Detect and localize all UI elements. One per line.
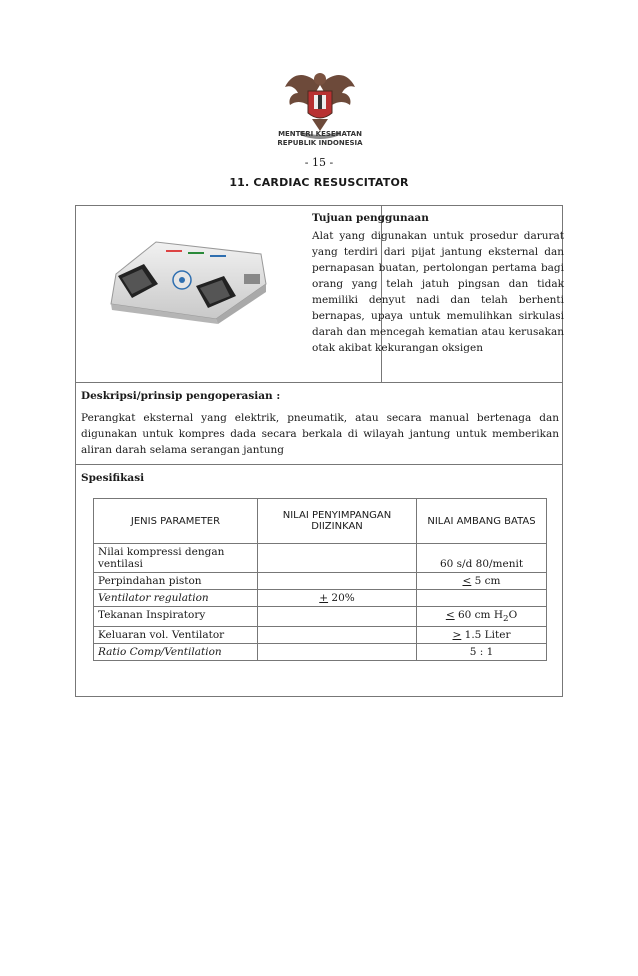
threshold-subscript: 2 — [503, 614, 509, 625]
threshold-tail: O — [508, 609, 518, 621]
table-row — [94, 607, 547, 627]
description-heading: Deskripsi/prinsip pengoperasian : — [81, 390, 281, 402]
table-row — [94, 573, 547, 590]
table-row — [94, 544, 547, 573]
cardiac-resuscitator-device-icon — [96, 224, 276, 324]
deviation-cell — [258, 644, 417, 661]
deviation-symbol: + — [319, 592, 329, 604]
table-row — [94, 590, 547, 607]
purpose-heading: Tujuan penggunaan — [312, 212, 429, 224]
deviation-value: 20% — [328, 592, 355, 604]
row-divider-1 — [76, 382, 562, 383]
column-header: NILAI AMBANG BATAS — [417, 499, 547, 544]
threshold-value: 5 cm — [471, 575, 501, 587]
threshold-value: 1.5 Liter — [461, 629, 511, 642]
ministry-line-1: MENTERI KESEHATAN — [278, 130, 362, 138]
threshold-value: 60 cm H — [454, 609, 503, 621]
threshold-symbol: < — [445, 609, 455, 621]
page-number: - 15 - — [304, 156, 334, 169]
table-row — [94, 627, 547, 644]
param-cell: Keluaran vol. Ventilator — [94, 627, 258, 644]
specification-heading: Spesifikasi — [81, 472, 145, 484]
deviation-cell — [258, 590, 417, 607]
param-cell: Tekanan Inspiratory — [94, 607, 258, 627]
param-cell: Nilai kompressi dengan ventilasi — [94, 544, 258, 573]
column-header: JENIS PARAMETER — [94, 499, 258, 544]
threshold-cell — [417, 607, 547, 627]
section-title: 11. CARDIAC RESUSCITATOR — [229, 176, 409, 189]
threshold-symbol: < — [462, 575, 472, 587]
ministry-label — [250, 130, 390, 148]
threshold-cell: 5 : 1 — [417, 644, 547, 661]
purpose-text: Alat yang digunakan untuk prosedur darurat yang terdiri dari pijat jantung eksternal dan pernapasan buatan, pertolongan pertama bagi orang yang telah jatuh pingsan dan tidak memiliki denyut nadi dan telah berhenti bernapas, upaya untuk memulihkan sirkulasi darah dan mencegah kematian atau kerusakan otak akibat kekurangan oksigen — [312, 230, 564, 354]
table-row — [94, 644, 547, 661]
threshold-cell — [417, 590, 547, 607]
threshold-cell — [417, 627, 547, 644]
threshold-symbol: > — [452, 629, 462, 642]
row-divider-2 — [76, 464, 562, 465]
column-header: NILAI PENYIMPANGAN DIIZINKAN — [258, 499, 417, 544]
specification-table — [93, 498, 547, 661]
deviation-cell — [258, 544, 417, 573]
threshold-cell — [417, 573, 547, 590]
param-cell: Ventilator regulation — [94, 590, 258, 607]
ministry-line-2: REPUBLIK INDONESIA — [277, 139, 363, 147]
deviation-cell — [258, 607, 417, 627]
description-text: Perangkat eksternal yang elektrik, pneumatik, atau secara manual bertenaga dan digunakan untuk kompres dada secara berkala di wilayah jantung untuk memberikan aliran darah selama serangan jantung — [81, 412, 559, 456]
info-table — [75, 205, 563, 697]
deviation-cell — [258, 627, 417, 644]
deviation-cell — [258, 573, 417, 590]
table-header-row — [94, 499, 547, 544]
threshold-cell: 60 s/d 80/menit — [417, 544, 547, 573]
param-cell: Ratio Comp/Ventilation — [94, 644, 258, 661]
param-cell: Perpindahan piston — [94, 573, 258, 590]
